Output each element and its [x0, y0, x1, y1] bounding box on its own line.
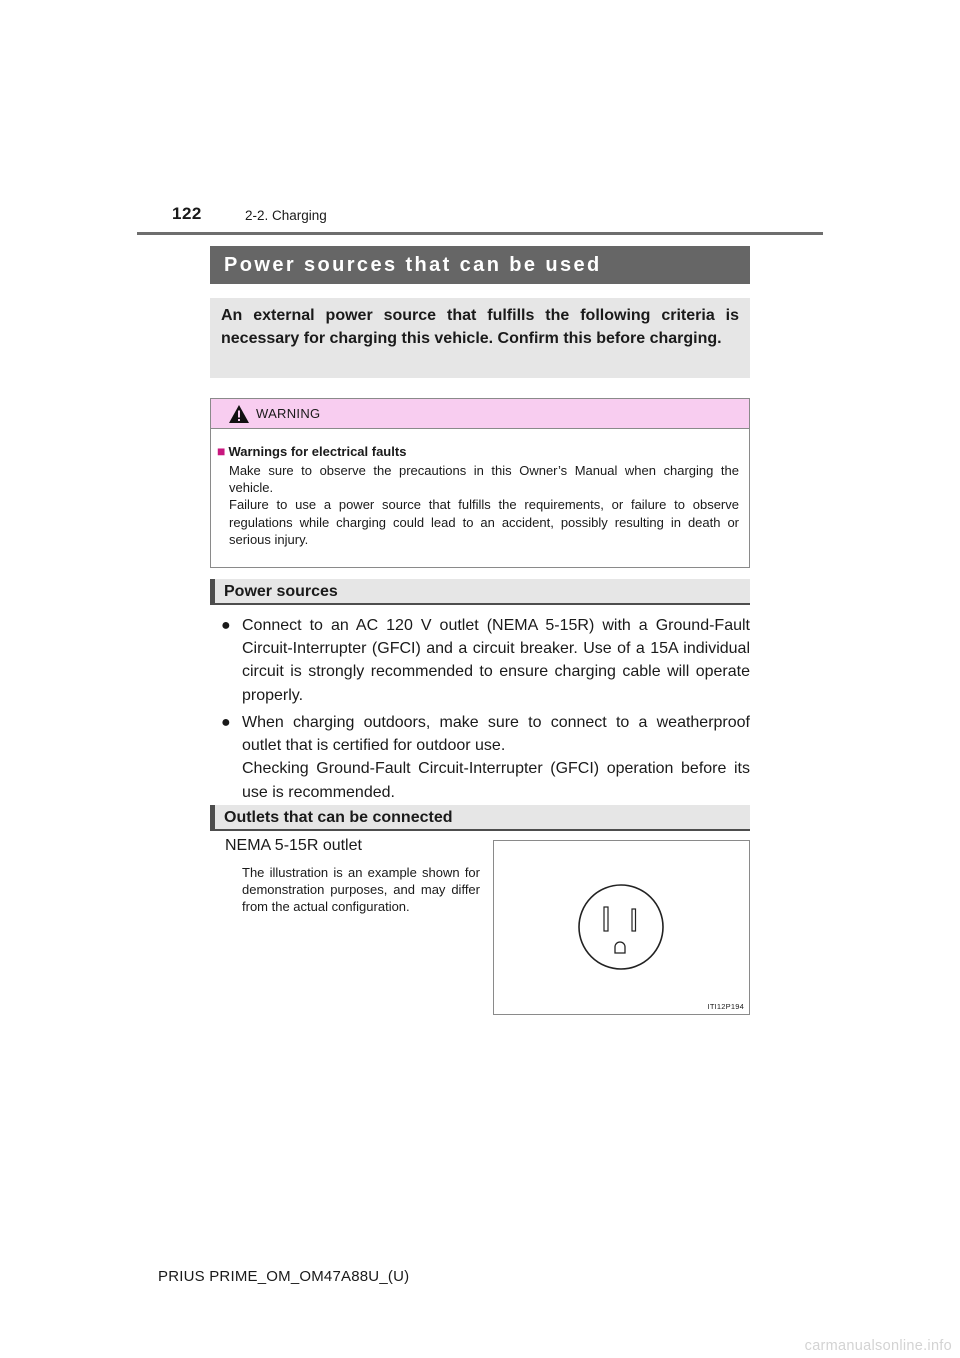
page-title: Power sources that can be used	[210, 246, 750, 284]
bullet-note: Checking Ground-Fault Circuit-Interrupter (GFCI) operation before its use is recommended.	[242, 760, 750, 801]
bullet-text: Connect to an AC 120 V outlet (NEMA 5-15R) with a Ground-Fault Circuit-Interrupter (GFCI) and a circuit breaker. Use of a 15A individual circuit is strongly recommended to ensure charging cable will operate properly.	[242, 617, 750, 704]
section-label: 2-2. Charging	[245, 208, 327, 223]
outlet-illustration	[493, 840, 750, 1015]
warning-paragraph: Make sure to observe the precautions in this Owner’s Manual when charging the vehicle.	[229, 463, 739, 496]
warning-label: WARNING	[256, 406, 321, 421]
outlet-name: NEMA 5-15R outlet	[225, 837, 362, 854]
warning-box	[210, 398, 750, 568]
warning-body	[229, 462, 739, 548]
bullet-icon: ●	[221, 714, 231, 731]
warning-triangle-icon	[228, 404, 250, 424]
warning-subheading	[217, 443, 406, 459]
warning-subheading-text: Warnings for electrical faults	[228, 444, 407, 459]
footer-doc-code: PRIUS PRIME_OM_OM47A88U_(U)	[158, 1268, 410, 1285]
square-bullet-icon: ■	[217, 443, 226, 459]
list-item	[221, 711, 750, 804]
nema-outlet-icon	[494, 841, 751, 1016]
figure-code: ITI12P194	[707, 1002, 744, 1011]
header-rule	[137, 232, 823, 235]
bullet-icon: ●	[221, 617, 231, 634]
warning-header	[211, 399, 749, 429]
outlets-heading: Outlets that can be connected	[210, 805, 750, 831]
outlet-caption: The illustration is an example shown for demonstration purposes, and may differ from the actual configuration.	[242, 865, 480, 915]
warning-paragraph: Failure to use a power source that fulfills the requirements, or failure to observe regulations while charging could lead to an accident, possibly resulting in death or serious injury.	[229, 497, 739, 547]
intro-box: An external power source that fulfills the following criteria is necessary for charging this vehicle. Confirm this before charging.	[210, 298, 750, 378]
list-item	[221, 614, 750, 707]
power-sources-heading: Power sources	[210, 579, 750, 605]
watermark: carmanualsonline.info	[804, 1338, 952, 1354]
page-number: 122	[172, 204, 202, 223]
bullet-text: When charging outdoors, make sure to connect to a weatherproof outlet that is certified for outdoor use.	[242, 714, 750, 755]
